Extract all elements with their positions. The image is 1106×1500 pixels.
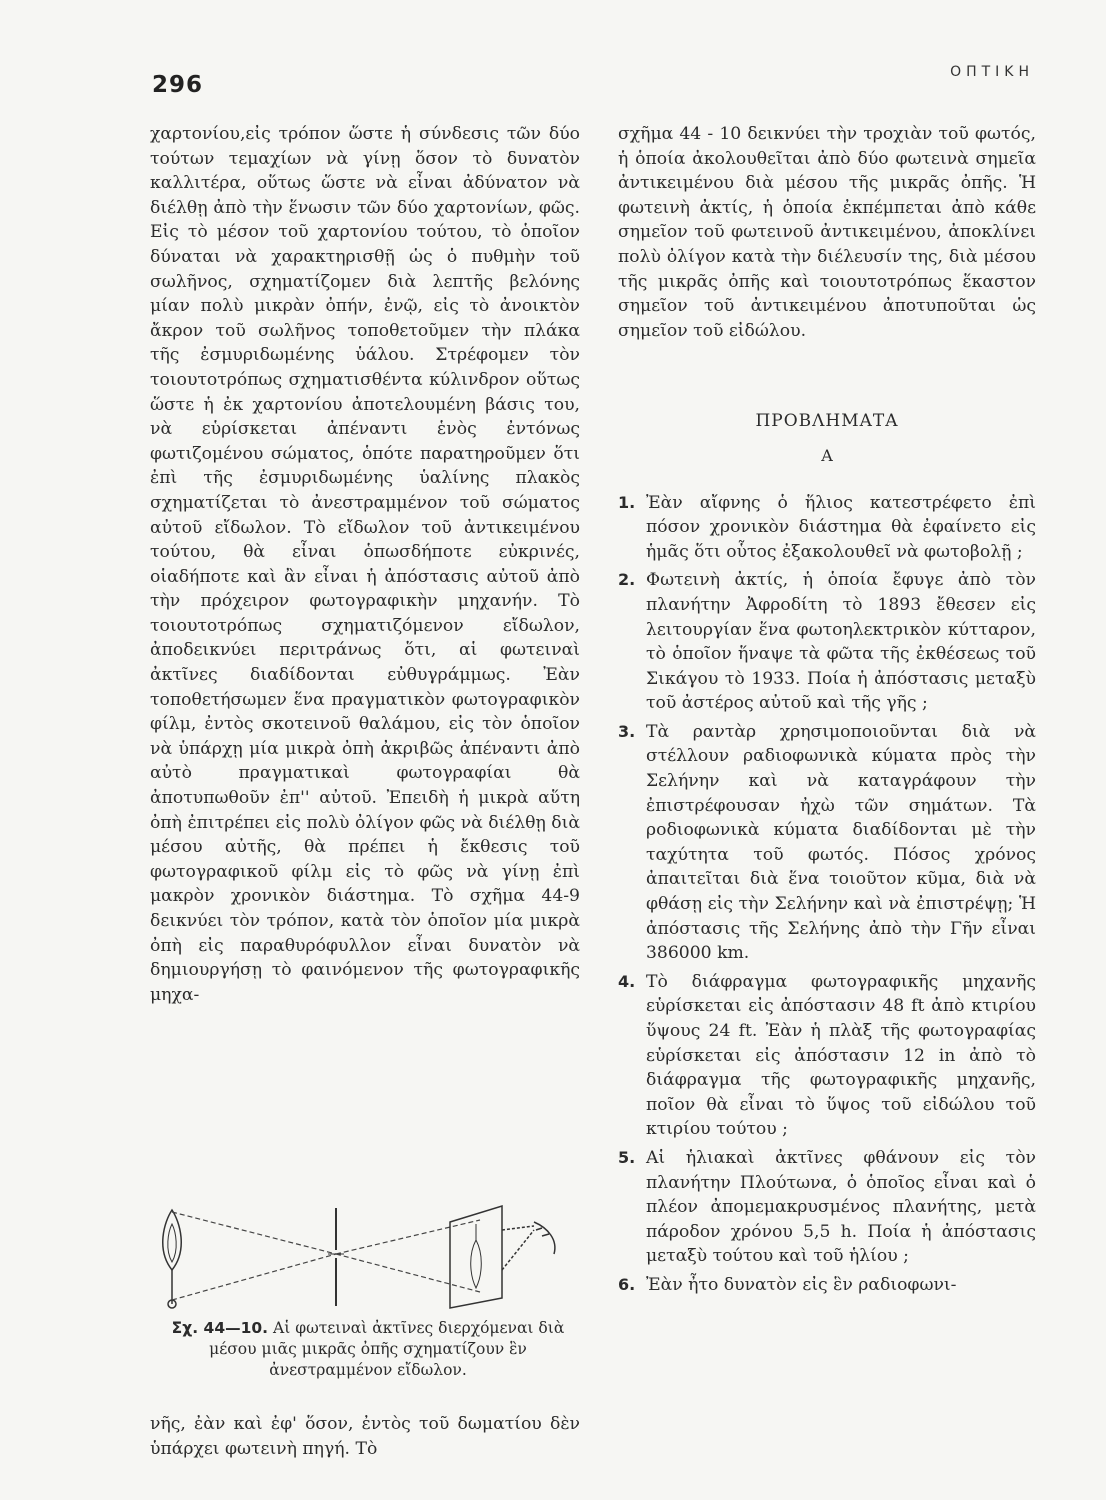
figure-label: Σχ. 44—10.: [171, 1319, 269, 1337]
left-continuation-text: νῆς, ἐὰν καὶ ἐφ' ὅσον, ἐντὸς τοῦ δωματίου δὲν ὑπάρχει φωτεινὴ πηγή. Τὸ: [150, 1414, 580, 1459]
page-number: 296: [152, 72, 204, 98]
observer-eye-icon: [502, 1222, 555, 1270]
candle-object-icon: [163, 1210, 181, 1308]
problem-text: Αἱ ἡλιακαὶ ἀκτῖνες φθάνουν εἰς τὸν πλανήτην Πλούτωνα, ὁ ὁποῖος εἶναι καὶ ὁ πλέον ἀπομεμακρυσμένος πλανήτης, μετὰ πάροδον χρόνου 5,5 h. Ποία ἡ ἀπόστασις μεταξὺ τούτου καὶ τοῦ ἡλίου ;: [646, 1147, 1036, 1267]
problem-number: 4.: [618, 971, 636, 991]
figure-caption: [150, 1318, 586, 1381]
problem-item: [618, 1273, 1036, 1298]
pinhole-figure: [150, 1200, 580, 1310]
figure-caption-text: Αἱ φωτειναὶ ἀκτῖνες διερχόμεναι διὰ μέσου μιᾶς μικρᾶς ὀπῆς σχηματίζουν ἓν ἀνεστραμμένον εἴδωλον.: [209, 1319, 565, 1379]
problems-heading: ΠΡΟΒΛΗΜΑΤΑ: [755, 411, 899, 432]
problem-number: 2.: [618, 570, 636, 590]
problem-text: Τὰ ραντὰρ χρησιμοποιοῦνται διὰ νὰ στέλλουν ραδιοφωνικὰ κύματα πρὸς τὴν Σελήνην καὶ νὰ καταγράφουν τὴν ἐπιστρέφουσαν ἠχὼ τῶν σημάτων. Τὰ ροδιοφωνικὰ κύματα διαδίδονται μὲ τὴν ταχύτητα τοῦ φωτός. Πόσος χρόνος ἀπαιτεῖται διὰ ἕνα τοιοῦτον κῦμα, διὰ νὰ φθάσῃ εἰς τὴν Σελήνην καὶ νὰ ἐπιστρέψῃ; Ἡ ἀπόστασις τῆς Σελήνης ἀπὸ τὴν Γῆν εἶναι 386000 km.: [646, 721, 1036, 964]
problem-text: Ἐὰν αἴφνης ὁ ἥλιος κατεστρέφετο ἐπὶ πόσον χρονικὸν διάστημα θὰ ἐφαίνετο εἰς ἡμᾶς ὅτι οὗτος ἐξακολουθεῖ νὰ φωτοβολῇ ;: [646, 492, 1036, 562]
problem-number: 1.: [618, 492, 636, 512]
left-body-text: χαρτονίου,εἰς τρόπον ὥστε ἡ σύνδεσις τῶν δύο τούτων τεμαχίων νὰ γίνῃ ὅσον τὸ δυνατὸν καλλιτέρα, οὕτως ὥστε νὰ εἶναι ἀδύνατον νὰ διέλθῃ ἀπὸ τὴν ἕνωσιν τῶν δύο χαρτονίων, φῶς. Εἰς τὸ μέσον τοῦ χαρτονίου τούτου, τὸ ὁποῖον δύναται νὰ χαρακτηρισθῇ ὡς ὁ πυθμὴν τοῦ σωλῆνος, σχηματίζομεν διὰ λεπτῆς βελόνης μίαν πολὺ μικρὰν ὀπήν, ἐνῷ, εἰς τὸ ἀνοικτὸν ἄκρον τοῦ σωλῆνος τοποθετοῦμεν τὴν πλάκα τῆς ἐσμυριδωμένης ὑάλου. Στρέφομεν τὸν τοιουτοτρόπως σχηματισθέντα κύλινδρον οὕτως ὥστε ἡ ἐκ χαρτονίου ἀποτελουμένη βάσις του, νὰ εὑρίσκεται ἀπέναντι ἑνὸς ἐντόνως φωτιζομένου σώματος, ὁπότε παρατηροῦμεν ὅτι ἐπὶ τῆς ἐσμυριδωμένης ὑαλίνης πλακὸς σχηματίζεται τὸ ἀνεστραμμένον τοῦ σώματος αὐτοῦ εἴδωλον. Τὸ εἴδωλον τοῦ ἀντικειμένου τούτου, θὰ εἶναι ὁπωσδήποτε εὐκρινές, οἱαδήποτε καὶ ἂν εἶναι ἡ ἀπόστασις αὐτοῦ ἀπὸ τὴν πρόχειρον φωτογραφικὴν μηχανήν. Τὸ τοιουτοτρόπως σχηματιζόμενον εἴδωλον, ἀποδεικνύει περιτράνως ὅτι, αἱ φωτειναὶ ἀκτῖνες διαδίδονται εὐθυγράμμως. Ἐὰν τοποθετήσωμεν ἕνα πραγματικὸν φωτογραφικὸν φίλμ, ἐντὸς σκοτεινοῦ θαλάμου, εἰς τὸν ὁποῖον νὰ ὑπάρχῃ μία μικρὰ ὀπὴ ἀκριβῶς ἀπέναντι ἀπὸ αὐτὸ πραγματικαὶ φωτογραφίαι θὰ ἀποτυπωθοῦν ἐπ'' αὐτοῦ. Ἐπειδὴ ἡ μικρὰ αὕτη ὀπὴ ἐπιτρέπει εἰς πολὺ ὀλίγον φῶς νὰ διέλθῃ διὰ μέσου αὐτῆς, θὰ πρέπει ἡ ἔκθεσις τοῦ φωτογραφικοῦ φίλμ εἰς τὸ φῶς νὰ γίνῃ ἐπὶ μακρὸν χρονικὸν διάστημα. Τὸ σχῆμα 44-9 δεικνύει τὸν τρόπον, κατὰ τὸν ὁποῖον μία μικρὰ ὀπὴ εἰς παραθυρόφυλλον εἶναι δυνατὸν νὰ δημιουργήσῃ τὸ φαινόμενον τῆς φωτογραφικῆς μηχα-: [150, 124, 580, 1005]
problem-item: [618, 720, 1036, 966]
problem-text: Τὸ διάφραγμα φωτογραφικῆς μηχανῆς εὑρίσκεται εἰς ἀπόστασιν 48 ft ἀπὸ κτιρίου ὕψους 24 ft. Ἐὰν ἡ πλὰξ τῆς φωτογραφίας εὑρίσκεται εἰς ἀπόστασιν 12 in ἀπὸ τὸ διάφραγμα τῆς φωτογραφικῆς μηχανῆς, ποῖον θὰ εἶναι τὸ ὕψος τοῦ εἰδώλου τοῦ κτιρίου τούτου ;: [646, 971, 1036, 1140]
left-column: [150, 122, 580, 1007]
problem-text: Φωτεινὴ ἀκτίς, ἡ ὁποία ἔφυγε ἀπὸ τὸν πλανήτην Ἀφροδίτη τὸ 1893 ἔθεσεν εἰς λειτουργίαν ἕνα φωτοηλεκτρικὸν κύτταρον, τὸ ὁποῖον ἥναψε τὰ φῶτα τῆς ἐκθέσεως τοῦ Σικάγου τὸ 1933. Ποία ἡ ἀπόστασις μεταξὺ τοῦ ἀστέρος αὐτοῦ καὶ τῆς γῆς ;: [646, 570, 1036, 714]
image-screen-icon: [450, 1206, 502, 1308]
problem-item: [618, 970, 1036, 1142]
right-intro-text: σχῆμα 44 - 10 δεικνύει τὴν τροχιὰν τοῦ φωτός, ἡ ὁποία ἀκολουθεῖται ἀπὸ δύο φωτεινὰ σημεῖα ἀντικειμένου διὰ μέσου τῆς μικρᾶς ὀπῆς. Ἡ φωτεινὴ ἀκτίς, ἡ ὁποία ἐκπέμπεται ἀπὸ κάθε σημεῖον τοῦ φωτεινοῦ ἀντικειμένου, ἀποκλίνει πολὺ ὀλίγον κατὰ τὴν διέλευσίν της, διὰ μέσου τῆς μικρᾶς ὀπῆς καὶ τοιουτοτρόπως ἕκαστον σημεῖον τοῦ ἀντικειμένου ἀποτυποῦται ὡς σημεῖον τοῦ εἰδώλου.: [618, 124, 1036, 341]
right-column: [618, 122, 1036, 1302]
pinhole-diagram: [150, 1200, 580, 1310]
pinhole-barrier-icon: [328, 1208, 344, 1306]
problem-item: [618, 491, 1036, 565]
problem-number: 5.: [618, 1147, 636, 1167]
problem-item: [618, 1146, 1036, 1269]
problem-number: 6.: [618, 1274, 636, 1294]
running-head: ΟΠΤΙΚΗ: [950, 64, 1034, 80]
problems-subheading: Α: [821, 445, 833, 465]
light-rays: [172, 1212, 480, 1300]
problem-number: 3.: [618, 721, 636, 741]
problem-text: Ἐὰν ἦτο δυνατὸν εἰς ἓν ραδιοφωνι-: [646, 1274, 957, 1295]
problem-item: [618, 568, 1036, 716]
